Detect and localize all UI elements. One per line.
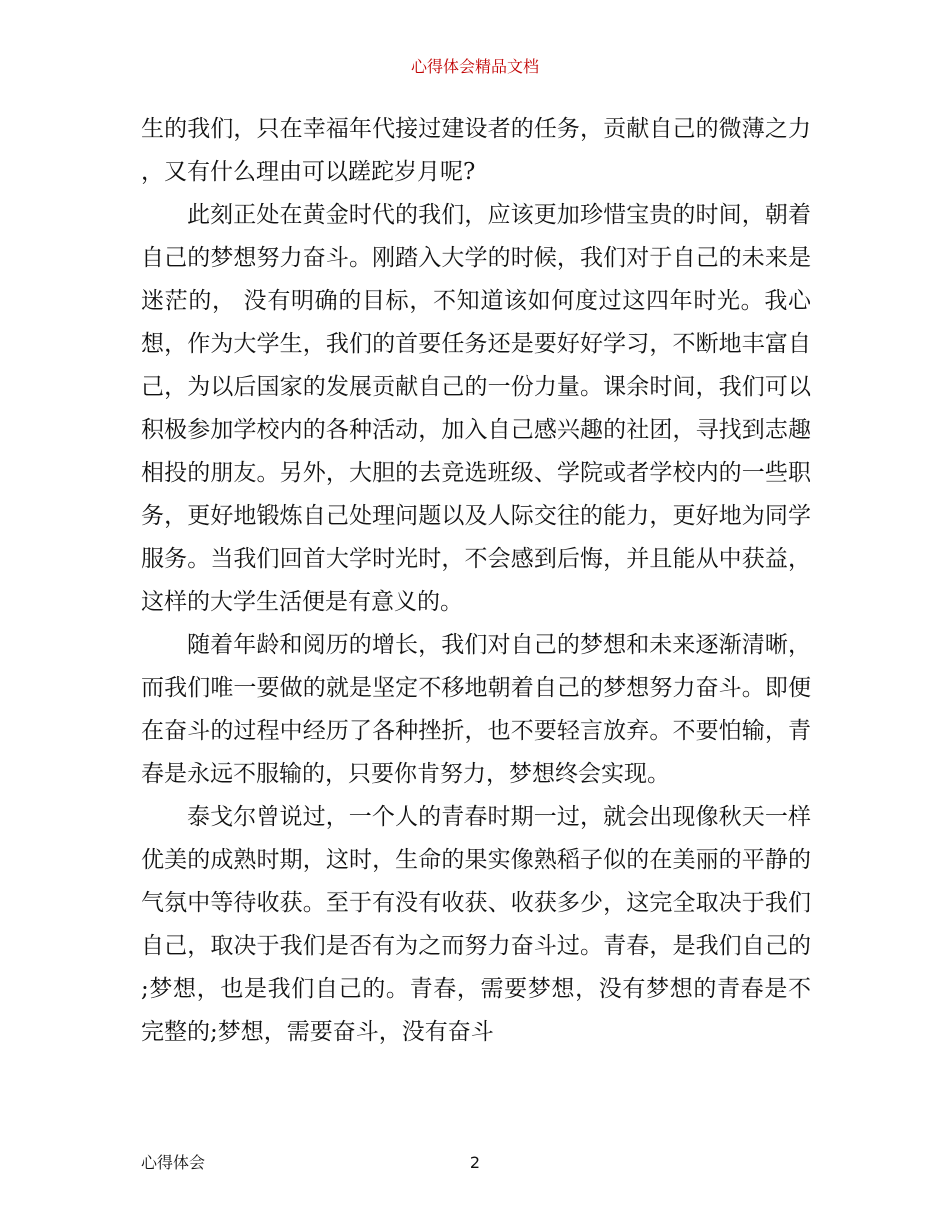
paragraph-4: 泰戈尔曾说过，一个人的青春时期一过，就会出现像秋天一样优美的成熟时期，这时，生命的果实像熟稻子似的在美丽的平静的气氛中等待收获。至于有没有收获、收获多少，这完全取决于我们自己，取决于我们是否有为之而努力奋斗过。青春，是我们自己的;梦想，也是我们自己的。青春，需要梦想，没有梦想的青春是不完整的;梦想，需要奋斗，没有奋斗 <box>141 804 811 1045</box>
page-header-title: 心得体会精品文档 <box>410 57 539 76</box>
paragraph-3: 随着年龄和阅历的增长，我们对自己的梦想和未来逐渐清晰，而我们唯一要做的就是坚定不移地朝着自己的梦想努力奋斗。即便在奋斗的过程中经历了各种挫折，也不要轻言放弃。不要怕输，青春是永远不服输的，只要你肯努力，梦想终会实现。 <box>141 632 811 787</box>
footer-label: 心得体会 <box>141 1153 206 1172</box>
paragraph-2: 此刻正处在黄金时代的我们，应该更加珍惜宝贵的时间，朝着自己的梦想努力奋斗。刚踏入大学的时候，我们对于自己的未来是迷茫的， 没有明确的目标，不知道该如何度过这四年时光。我心想，作为大学生，我们的首要任务还是要好好学习，不断地丰富自己，为以后国家的发展贡献自己的一份力量。课余时间，我们可以积极参加学校内的各种活动，加入自己感兴趣的社团，寻找到志趣相投的朋友。另外，大胆的去竞选班级、学院或者学校内的一些职务，更好地锻炼自己处理问题以及人际交往的能力，更好地为同学服务。当我们回首大学时光时，不会感到后悔，并且能从中获益，这样的大学生活便是有意义的。 <box>141 202 811 615</box>
document-body <box>141 108 811 1054</box>
paragraph-1: 生的我们，只在幸福年代接过建设者的任务，贡献自己的微薄之力，又有什么理由可以蹉跎岁月呢? <box>141 116 811 185</box>
page-number: 2 <box>469 1153 481 1172</box>
